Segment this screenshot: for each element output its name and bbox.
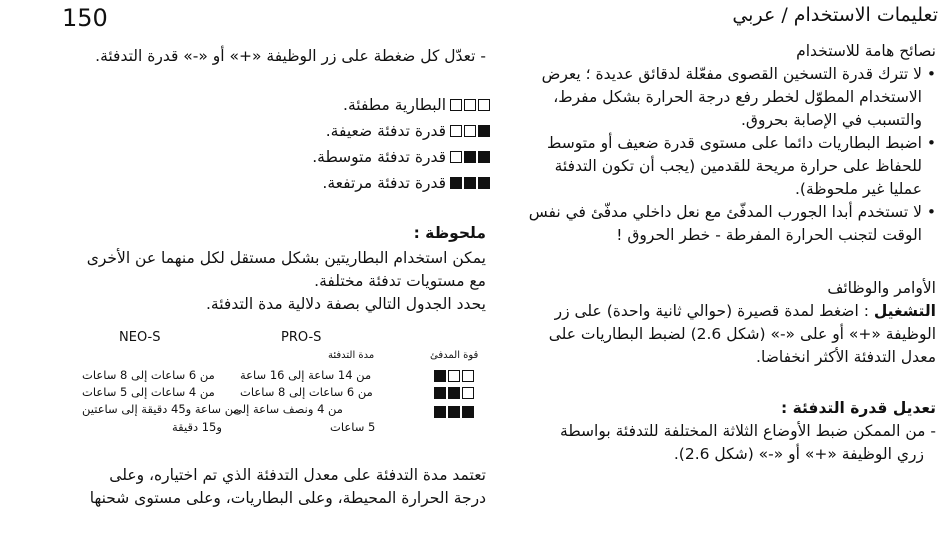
- level-high: [300, 170, 490, 196]
- bullet-line: • لا تترك قدرة التسخين القصوى مفعّلة لدقائق عديدة ؛ يعرض: [541, 65, 922, 83]
- safety-bullet: [522, 132, 936, 201]
- bottom-line: تعتمد مدة التدفئة على معدل التدفئة الذي تم اختياره، وعلى: [109, 466, 486, 484]
- operation-line: [522, 300, 936, 323]
- pro-duration: من 6 ساعات إلى 8 ساعات: [240, 385, 373, 399]
- heater-power-header: قوة المدفئ: [430, 350, 479, 361]
- safety-bullet: [522, 201, 936, 247]
- page-title: تعليمات الاستخدام / عربي: [732, 4, 938, 26]
- neo-duration: من ساعة و45 دقيقة إلى ساعتين: [82, 402, 240, 416]
- controls-title: الأوامر والوظائف: [827, 279, 936, 297]
- note-title: ملحوظة :: [413, 224, 486, 242]
- level-medium: [300, 144, 490, 170]
- neo-duration: من 6 ساعات إلى 8 ساعات: [82, 368, 215, 382]
- neo-duration: و15 دقيقة: [172, 420, 222, 434]
- note-line: يحدد الجدول التالي بصفة دلالية مدة التدفئة.: [206, 295, 486, 313]
- col-pro-s: PRO-S: [281, 330, 322, 345]
- safety-list: [522, 63, 936, 247]
- operation-line: معدل التدفئة الأكثر انخفاضا.: [756, 348, 936, 366]
- note-section: [66, 222, 486, 316]
- bullet-line: الاستخدام المطوّل لخطر رفع درجة الحرارة بشكل مفرط،: [553, 88, 922, 106]
- level-label: قدرة تدفئة مرتفعة.: [322, 174, 446, 192]
- press-line: - تعدّل كل ضغطة على زر الوظيفة «+» أو «-» قدرة التدفئة.: [95, 47, 486, 65]
- adjust-line: زري الوظيفة «+» أو «-» (شكل 2.6).: [673, 445, 924, 463]
- bullet-line: للحفاظ على حرارة مريحة للقدمين (يجب أن تكون التدفئة: [554, 157, 922, 175]
- adjust-title: تعديل قدرة التدفئة :: [780, 399, 936, 417]
- bullet-line: عمليا غير ملحوظة).: [795, 180, 922, 198]
- adjust-line: - من الممكن ضبط الأوضاع الثلاثة المختلفة للتدفئة بواسطة: [560, 422, 936, 440]
- operation-line: الوظيفة «+» أو على «-» (شكل 2.6) لضبط البطاريات على: [548, 325, 936, 343]
- bullet-line: والتسبب في الإصابة بحروق.: [741, 111, 922, 129]
- page-number: 150: [62, 4, 108, 32]
- level-indicator-icon: [450, 99, 490, 111]
- adjust-note: [66, 45, 486, 68]
- level-label: قدرة تدفئة ضعيفة.: [325, 122, 446, 140]
- note-line: مع مستويات تدفئة مختلفة.: [314, 272, 486, 290]
- bullet-line: • اضبط البطاريات دائما على مستوى قدرة ضعيف أو متوسط: [547, 134, 922, 152]
- operation-text: : اضغط لمدة قصيرة (حوالي ثانية واحدة) على زر: [554, 302, 874, 320]
- level-indicator-icon: [434, 406, 474, 418]
- level-indicator-icon: [434, 387, 474, 399]
- operation-label: التشغيل: [873, 302, 936, 320]
- right-column: [522, 40, 936, 466]
- level-indicator-icon: [450, 125, 490, 137]
- level-indicator-icon: [434, 370, 474, 382]
- level-low: [300, 118, 490, 144]
- level-off: [300, 92, 490, 118]
- safety-title: نصائح هامة للاستخدام: [796, 42, 936, 60]
- pro-duration: 5 ساعات: [330, 420, 376, 434]
- col-neo-s: NEO-S: [119, 330, 161, 345]
- level-label: قدرة تدفئة متوسطة.: [312, 148, 446, 166]
- neo-duration: من 4 ساعات إلى 5 ساعات: [82, 385, 215, 399]
- bullet-line: • لا تستخدم أبدا الجورب المدفّئ مع نعل داخلي مدفّئ في نفس: [528, 203, 922, 221]
- level-indicator-icon: [450, 177, 490, 189]
- bottom-line: درجة الحرارة المحيطة، وعلى البطاريات، وعلى مستوى شحنها: [89, 489, 486, 507]
- level-label: البطارية مطفئة.: [343, 96, 446, 114]
- heating-duration-header: مدة التدفئة: [328, 350, 375, 361]
- safety-bullet: [522, 63, 936, 132]
- bottom-text: [66, 464, 486, 510]
- levels-list: [300, 92, 490, 196]
- note-line: يمكن استخدام البطاريتين بشكل مستقل لكل منهما عن الأخرى: [86, 249, 486, 267]
- pro-duration: من 4 ونصف ساعة إلى: [233, 402, 343, 416]
- bullet-line: الوقت لتجنب الحرارة المفرطة - خطر الحروق !: [616, 226, 922, 244]
- level-indicator-icon: [450, 151, 490, 163]
- pro-duration: من 14 ساعة إلى 16 ساعة: [240, 368, 372, 382]
